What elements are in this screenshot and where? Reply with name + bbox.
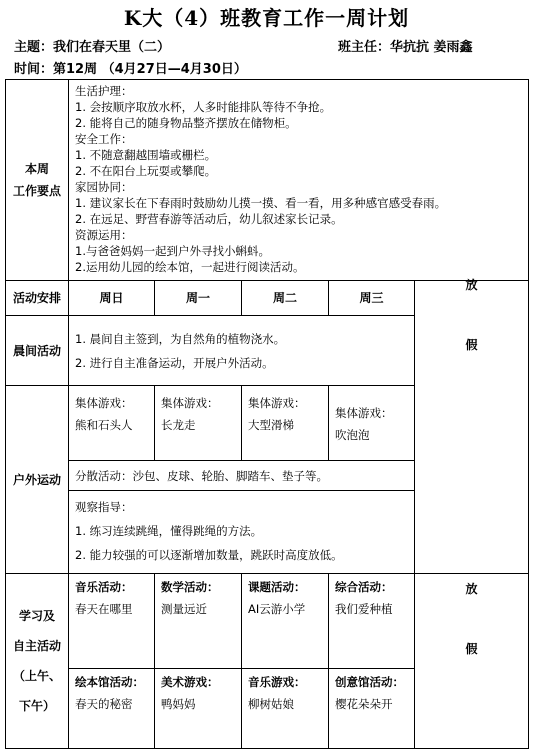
focus-line: 2. 能将自己的随身物品整齐摆放在储物柜。: [75, 116, 297, 130]
outdoor-game-sunday: [69, 386, 155, 461]
page-title: K大（4）班教育工作一周计划: [123, 6, 410, 30]
study-wednesday-1: [329, 574, 415, 669]
schedule-label: 活动安排: [6, 281, 69, 316]
activity-type: 音乐活动：: [75, 580, 133, 594]
study-wednesday-2: [329, 669, 415, 749]
morning-label: 晨间活动: [6, 316, 69, 386]
game-type: 集体游戏：: [248, 396, 306, 410]
activity-name: AI云游小学: [248, 602, 306, 616]
activity-type: 课题活动：: [248, 580, 306, 594]
morning-line: 1. 晨间自主签到，为自然角的植物浇水。: [75, 331, 286, 346]
day-header-tuesday: 周二: [242, 281, 329, 316]
focus-line: 家园协同：: [75, 180, 133, 194]
outdoor-game-tuesday: [242, 386, 329, 461]
morning-content: [69, 316, 415, 386]
holiday-char: 假: [465, 642, 478, 656]
study-sunday-2: [69, 669, 155, 749]
activity-name: 测量远近: [161, 602, 207, 616]
teachers-line: 班主任：华抗抗 姜雨鑫: [338, 40, 473, 55]
activity-type: 数学活动：: [161, 580, 219, 594]
observation-guidance: [69, 491, 415, 574]
observe-line: 1. 练习连续跳绳，懂得跳绳的方法。: [75, 524, 263, 538]
study-label: [6, 574, 69, 749]
activity-name: 鸭妈妈: [161, 697, 196, 711]
time-line: 时间：第12周 （4月27日—4月30日）: [14, 62, 247, 77]
theme-line: 主题：我们在春天里（二）: [14, 40, 171, 55]
weekly-plan-table: [5, 79, 529, 749]
study-label-line: 自主活动: [12, 639, 61, 653]
study-monday-2: [155, 669, 242, 749]
day-header-sunday: 周日: [69, 281, 155, 316]
game-type: 集体游戏：: [75, 396, 133, 410]
game-name: 长龙走: [161, 418, 196, 432]
activity-name: 春天的秘密: [75, 697, 133, 711]
study-sunday-1: [69, 574, 155, 669]
day-header-monday: 周一: [155, 281, 242, 316]
focus-line: 2. 不在阳台上玩耍或攀爬。: [75, 164, 217, 178]
game-name: 大型滑梯: [248, 418, 294, 432]
study-monday-1: [155, 574, 242, 669]
activity-name: 柳树姑娘: [248, 697, 294, 711]
game-name: 熊和石头人: [75, 418, 133, 432]
day-header-wednesday: 周三: [329, 281, 415, 316]
holiday-cell-bottom: [415, 574, 529, 749]
holiday-char: 放: [465, 278, 478, 292]
activity-name: 樱花朵朵开: [335, 697, 393, 711]
focus-line: 1. 不随意翻越围墙或栅栏。: [75, 148, 217, 162]
weekly-focus-label-line: 工作要点: [12, 184, 61, 198]
activity-type: 音乐游戏：: [248, 675, 306, 689]
observe-title: 观察指导：: [75, 500, 133, 514]
outdoor-game-wednesday: [329, 386, 415, 461]
outdoor-game-monday: [155, 386, 242, 461]
activity-type: 绘本馆活动：: [75, 675, 144, 689]
weekly-focus-content: [69, 80, 529, 281]
focus-line: 安全工作：: [75, 132, 133, 146]
observe-line: 2. 能力较强的可以逐渐增加数量，跳跃时高度放低。: [75, 548, 343, 562]
holiday-cell-top: [415, 278, 529, 574]
focus-line: 1. 会按顺序取放水杯，人多时能排队等待不争抢。: [75, 100, 332, 114]
holiday-char: 假: [465, 338, 478, 352]
activity-type: 美术游戏：: [161, 675, 219, 689]
study-tuesday-1: [242, 574, 329, 669]
activity-name: 我们爱种植: [335, 602, 393, 616]
game-name: 吹泡泡: [335, 428, 370, 442]
activity-type: 创意馆活动：: [335, 675, 404, 689]
weekly-focus-label: [6, 80, 69, 281]
holiday-char: 放: [465, 582, 478, 596]
focus-line: 2. 在远足、野营春游等活动后，幼儿叙述家长记录。: [75, 212, 343, 226]
focus-line: 1. 建议家长在下春雨时鼓励幼儿摸一摸、看一看，用多种感官感受春雨。: [75, 196, 447, 210]
game-type: 集体游戏：: [335, 406, 393, 420]
focus-line: 1.与爸爸妈妈一起到户外寻找小蝌蚪。: [75, 244, 270, 258]
scattered-activity: 分散活动：沙包、皮球、轮胎、脚踏车、垫子等。: [69, 461, 415, 491]
focus-line: 2.运用幼儿园的绘本馆，一起进行阅读活动。: [75, 260, 305, 274]
focus-line: 资源运用：: [75, 228, 133, 242]
study-label-line: 学习及: [18, 609, 55, 623]
weekly-focus-label-line: 本周: [24, 162, 49, 176]
study-label-line: （上午、: [12, 669, 61, 683]
game-type: 集体游戏：: [161, 396, 219, 410]
study-label-line: 下午）: [18, 699, 55, 713]
morning-line: 2. 进行自主准备运动，开展户外活动。: [75, 355, 274, 370]
study-tuesday-2: [242, 669, 329, 749]
outdoor-label: 户外运动: [6, 386, 69, 574]
activity-name: 春天在哪里: [75, 602, 133, 616]
activity-type: 综合活动：: [335, 580, 393, 594]
focus-line: 生活护理：: [75, 84, 133, 98]
